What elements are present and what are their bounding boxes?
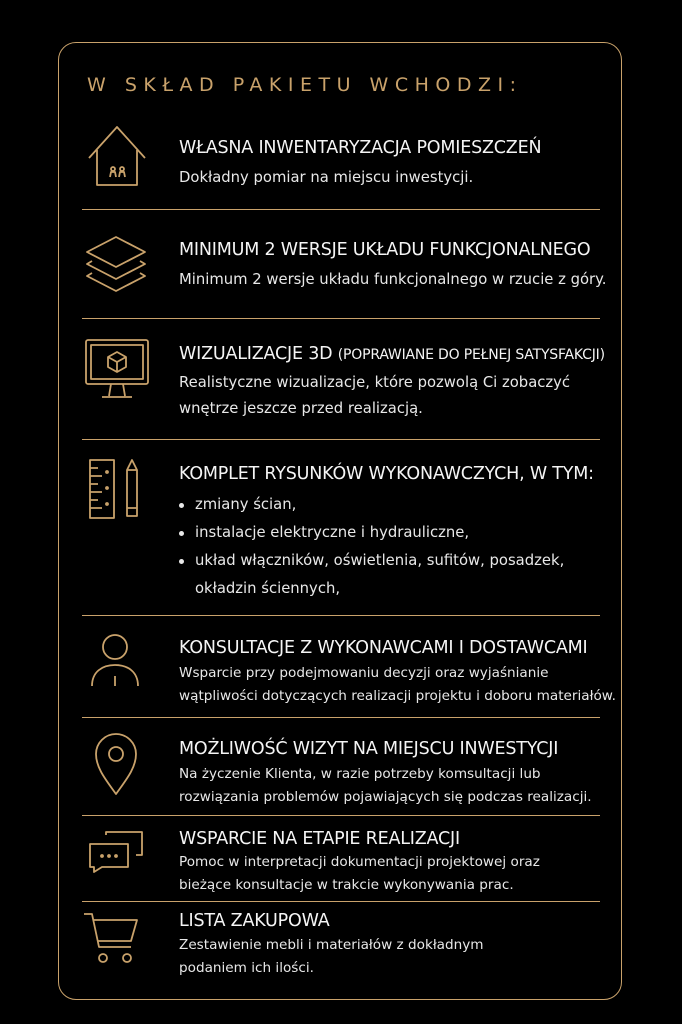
item-desc-site-visits: Na życzenie Klienta, w razie potrzeby komsultacji lub rozwiązania problemów pojawiających się podczas realizacji. [179,766,592,805]
monitor-cube-icon [84,338,150,404]
item-desc-support: Pomoc w interpretacji dokumentacji projektowej oraz bieżące konsultacje w trakcie wykonywania prac. [179,854,540,893]
layers-icon [84,234,148,296]
divider [82,901,600,902]
item-title-site-visits: MOŻLIWOŚĆ WIZYT NA MIEJSCU INWESTYCJI [179,739,559,759]
package-heading: W SKŁAD PAKIETU WCHODZI: [87,74,523,96]
item-title-visualizations: WIZUALIZACJE 3D (POPRAWIANE DO PEŁNEJ SATYSFAKCJI) [179,344,605,364]
list-item: instalacje elektryczne i hydrauliczne, [179,519,564,547]
divider [82,615,600,616]
divider [82,318,600,319]
divider [82,815,600,816]
item-desc-layouts: Minimum 2 wersje układu funkcjonalnego w rzucie z góry. [179,271,607,288]
house-icon [86,124,148,188]
drawings-bullet-list [179,491,564,603]
ruler-pencil-icon [88,458,144,520]
person-icon [90,632,140,688]
item-desc-shopping-list: Zestawienie mebli i materiałów z dokładnym podaniem ich ilości. [179,937,484,976]
item-title-inventory: WŁASNA INWENTARYZACJA POMIESZCZEŃ [179,138,542,158]
location-pin-icon [94,732,138,796]
divider [82,209,600,210]
list-item: zmiany ścian, [179,491,564,519]
divider [82,717,600,718]
item-title-drawings: KOMPLET RYSUNKÓW WYKONAWCZYCH, W TYM: [179,464,594,484]
item-title-shopping-list: LISTA ZAKUPOWA [179,911,330,931]
shopping-cart-icon [82,911,140,967]
item-title-consultations: KONSULTACJE Z WYKONAWCAMI I DOSTAWCAMI [179,638,588,658]
chat-bubbles-icon [88,829,144,873]
item-desc-visualizations: Realistyczne wizualizacje, które pozwolą Ci zobaczyć wnętrze jeszcze przed realizacją. [179,374,571,417]
item-title-support: WSPARCIE NA ETAPIE REALIZACJI [179,829,460,849]
list-item: układ włączników, oświetlenia, sufitów, posadzek, okładzin ściennych, [179,547,564,603]
item-desc-inventory: Dokładny pomiar na miejscu inwestycji. [179,169,474,186]
divider [82,439,600,440]
item-title-layouts: MINIMUM 2 WERSJE UKŁADU FUNKCJONALNEGO [179,240,591,260]
item-desc-consultations: Wsparcie przy podejmowaniu decyzji oraz wyjaśnianie wątpliwości dotyczących realizacji projektu i doboru materiałów. [179,665,616,704]
